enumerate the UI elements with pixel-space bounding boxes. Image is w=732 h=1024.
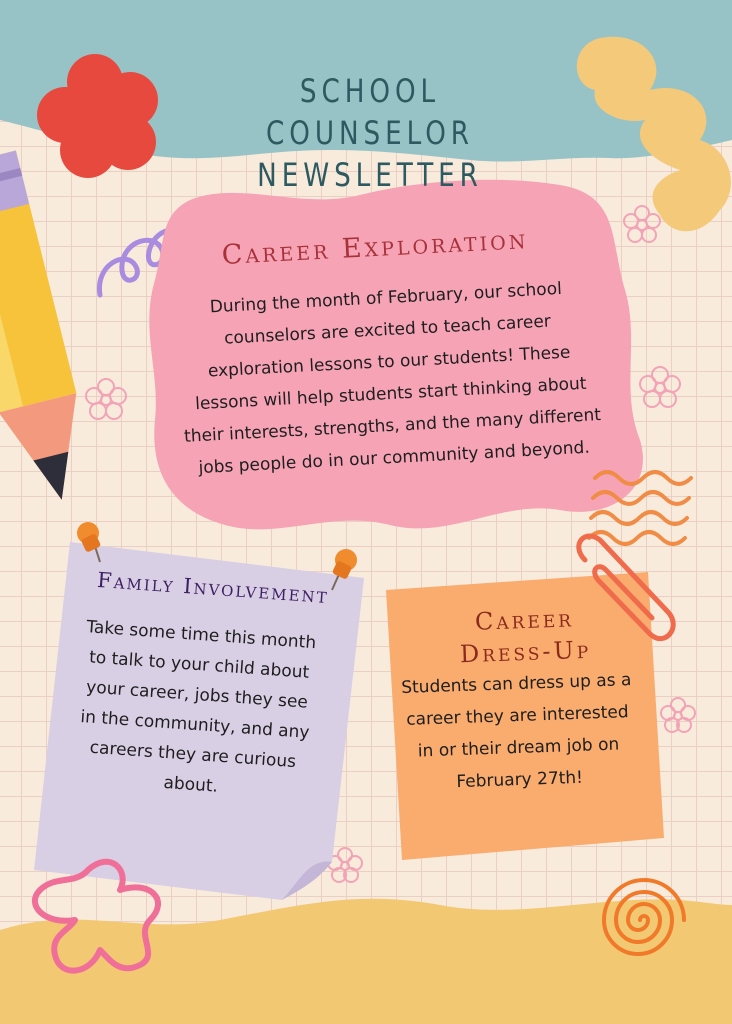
- pencil-illustration: [0, 151, 101, 510]
- newsletter-title: [150, 70, 590, 196]
- family-involvement-heading: Family Involvement: [96, 567, 330, 609]
- title-line-2: NEWSLETTER: [257, 156, 483, 194]
- dress-up-heading-line-1: Career: [474, 604, 575, 636]
- dress-up-heading-line-2: Dress-Up: [459, 635, 592, 669]
- title-line-1: SCHOOL COUNSELOR: [266, 72, 474, 152]
- career-exploration-heading: Career Exploration: [220, 223, 530, 272]
- career-dress-up-heading: [414, 600, 636, 672]
- career-exploration-body: During the month of February, our school counselors are excited to teach career exploration lessons to our students! These lessons will help students start thinking about their interests, strengths, and the many different jobs people do in our community and beyond.: [183, 278, 602, 479]
- career-dress-up-body: Students can dress up as a career they are interested in or their dream job on February 27th!: [400, 670, 632, 793]
- family-involvement-body: Take some time this month to talk to your child about your career, jobs they see in the community, and any careers they are curious about.: [79, 617, 317, 797]
